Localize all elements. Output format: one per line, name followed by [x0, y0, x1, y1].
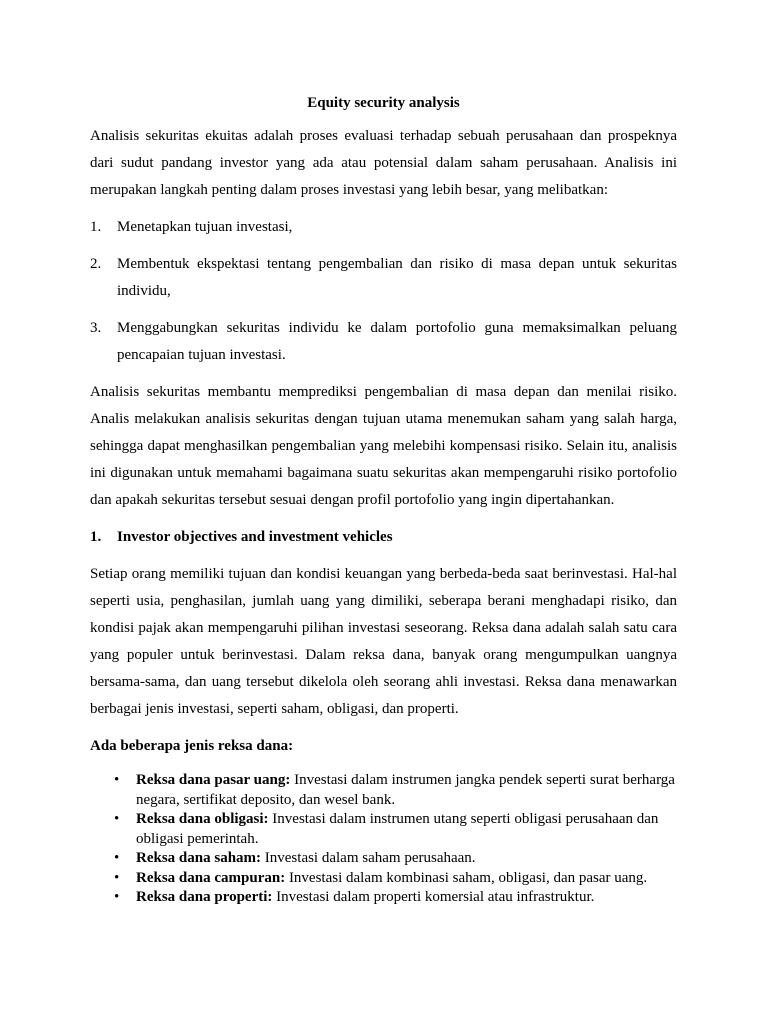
list-item-text: Membentuk ekspektasi tentang pengembalian dan risiko di masa depan untuk sekuritas individu, [117, 256, 677, 299]
list-item [90, 315, 677, 369]
bullet-icon: • [114, 869, 120, 886]
fund-type-description: Investasi dalam instrumen utang seperti obligasi perusahaan dan obligasi pemerintah. [136, 811, 659, 847]
list-item-number: 3. [90, 320, 102, 336]
list-item [90, 869, 677, 889]
intro-paragraph: Analisis sekuritas ekuitas adalah proses evaluasi terhadap sebuah perusahaan dan prospeknya dari sudut pandang investor yang ada atau potensial dalam saham perusahaan. Analisis ini merupakan langkah penting dalam proses investasi yang lebih besar, yang melibatkan: [90, 128, 677, 198]
analysis-paragraph: Analisis sekuritas membantu memprediksi pengembalian di masa depan dan menilai risiko. Analis melakukan analisis sekuritas dengan tujuan utama menemukan saham yang salah harga, sehingga dapat menghasilkan pengembalian yang melebihi kompensasi risiko. Selain itu, analisis ini digunakan untuk memahami bagaimana suatu sekuritas akan mempengaruhi risiko portofolio dan apakah sekuritas tersebut sesuai dengan profil portofolio yang ingin dipertahankan. [90, 384, 677, 508]
fund-type-label: Reksa dana obligasi: [136, 811, 269, 827]
fund-type-description: Investasi dalam properti komersial atau infrastruktur. [272, 889, 595, 905]
list-item [90, 888, 677, 908]
fund-type-description: Investasi dalam saham perusahaan. [261, 850, 476, 866]
list-item-text: Menetapkan tujuan investasi, [117, 219, 293, 235]
fund-types-list [90, 771, 677, 908]
document-title: Equity security analysis [307, 95, 460, 111]
document-body [90, 93, 677, 908]
list-item [90, 849, 677, 869]
section-heading [90, 524, 677, 551]
section-heading-text: Investor objectives and investment vehicles [117, 529, 393, 545]
fund-type-label: Reksa dana saham: [136, 850, 262, 866]
bullet-icon: • [114, 889, 120, 905]
bullet-icon: • [114, 811, 120, 827]
fund-type-label: Reksa dana campuran: [136, 869, 286, 886]
list-item [90, 214, 677, 241]
section-paragraph: Setiap orang memiliki tujuan dan kondisi keuangan yang berbeda-beda saat berinvestasi. Hal-hal seperti usia, penghasilan, jumlah uang yang dimiliki, seberapa berani menghadapi risiko, dan kondisi pajak akan mempengaruhi pilihan investasi seseorang. Reksa dana adalah salah satu cara yang populer untuk berinvestasi. Dalam reksa dana, banyak orang mengumpulkan uangnya bersama-sama, dan uang tersebut dikelola oleh seorang ahli investasi. Reksa dana menawarkan berbagai jenis investasi, seperti saham, obligasi, dan properti. [90, 566, 677, 717]
list-item-text: Menggabungkan sekuritas individu ke dalam portofolio guna memaksimalkan peluang pencapaian tujuan investasi. [117, 320, 677, 363]
fund-type-description: Investasi dalam kombinasi saham, obligasi, dan pasar uang. [285, 869, 648, 886]
bullet-icon: • [114, 772, 120, 788]
list-item [90, 251, 677, 305]
list-item-number: 1. [90, 219, 102, 235]
fund-type-label: Reksa dana pasar uang: [136, 772, 291, 788]
fund-type-label: Reksa dana properti: [136, 889, 273, 905]
steps-list [90, 214, 677, 369]
fund-type-description: Investasi dalam instrumen jangka pendek seperti surat berharga negara, sertifikat deposito, dan wesel bank. [136, 772, 675, 808]
list-item-number: 2. [90, 256, 102, 272]
fund-types-heading: Ada beberapa jenis reksa dana: [90, 738, 294, 754]
section-number: 1. [90, 529, 102, 545]
list-item [90, 810, 677, 849]
bullet-icon: • [114, 850, 120, 866]
list-item [90, 771, 677, 810]
